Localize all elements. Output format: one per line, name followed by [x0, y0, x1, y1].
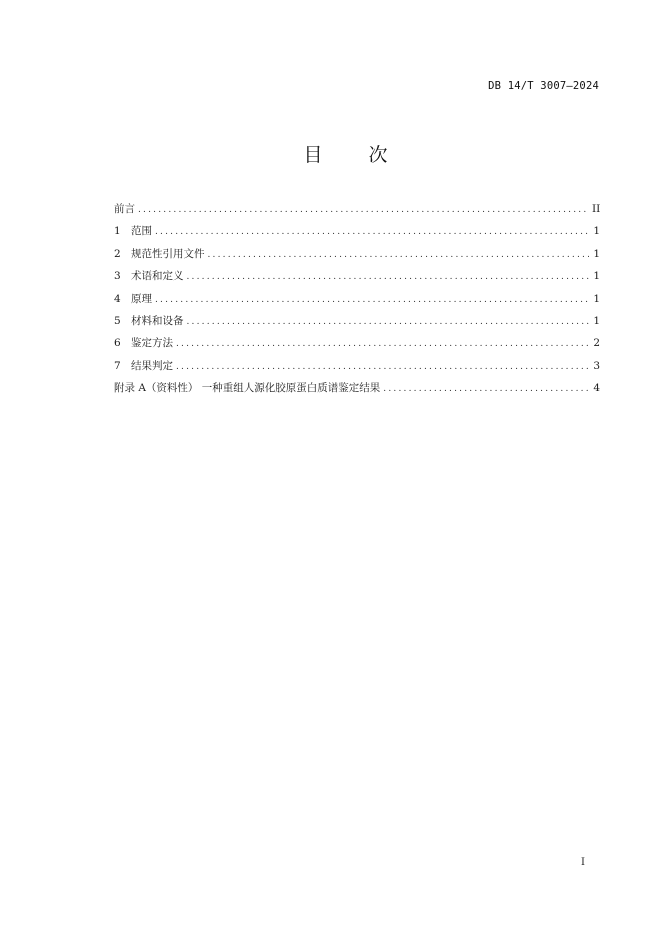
toc-entry-page: 4 [593, 382, 600, 395]
toc-entry-text: 术语和定义 [131, 270, 184, 283]
toc-title: 目 次 [303, 144, 408, 166]
dot-leader [383, 381, 589, 397]
toc-entry-label [114, 313, 184, 329]
toc-entry-label: 前言 [114, 203, 135, 215]
toc-entry-text: 原理 [131, 292, 152, 305]
toc-entry-text: 范围 [131, 225, 152, 238]
toc-entry-foreword[interactable] [114, 201, 600, 223]
toc-entry-result-determination[interactable] [114, 358, 600, 380]
toc-entry-label [114, 291, 152, 307]
toc-entry-number: 7 [114, 359, 121, 372]
toc-entry-text: 鉴定方法 [131, 337, 173, 350]
dot-leader [187, 314, 590, 330]
dot-leader [208, 247, 590, 263]
page-number: I [581, 857, 585, 868]
standard-code-header: DB 14/T 3007—2024 [488, 80, 599, 92]
toc-entry-page: 1 [593, 314, 600, 327]
toc-entry-page: 2 [593, 337, 600, 350]
toc-entry-page: 3 [593, 359, 600, 372]
dot-leader [187, 269, 590, 285]
dot-leader [176, 359, 589, 375]
toc-entry-number: 3 [114, 270, 121, 283]
dot-leader [176, 336, 589, 352]
toc-entry-identification-method[interactable] [114, 335, 600, 357]
dot-leader [155, 224, 589, 240]
toc-entry-number: 5 [114, 314, 121, 327]
toc-entry-page: II [592, 203, 601, 215]
toc-entry-label [114, 358, 173, 374]
toc-entry-terms-definitions[interactable] [114, 268, 600, 290]
toc-entry-label [114, 246, 205, 262]
toc-entry-label [114, 268, 184, 284]
toc-entry-appendix-a[interactable] [114, 380, 600, 402]
toc-entry-text: 材料和设备 [131, 314, 184, 327]
dot-leader [155, 292, 589, 308]
toc-entry-text: 结果判定 [131, 359, 173, 372]
toc-entry-page: 1 [593, 270, 600, 283]
toc-entry-normative-references[interactable] [114, 246, 600, 268]
toc-entry-number: 1 [114, 225, 121, 238]
toc-entry-label: 附录 A（资料性） 一种重组人源化胶原蛋白质谱鉴定结果 [114, 382, 381, 395]
toc-entry-label [114, 335, 173, 351]
toc-entry-materials-equipment[interactable] [114, 313, 600, 335]
toc-entry-text: 规范性引用文件 [131, 247, 205, 260]
toc-entry-page: 1 [593, 292, 600, 305]
toc-entry-scope[interactable] [114, 223, 600, 245]
toc-entry-number: 6 [114, 337, 121, 350]
dot-leader [138, 202, 589, 218]
toc-entry-principle[interactable] [114, 291, 600, 313]
toc-entry-number: 4 [114, 292, 121, 305]
toc-entry-page: 1 [593, 225, 600, 238]
toc-entry-label [114, 223, 152, 239]
table-of-contents [114, 201, 600, 403]
toc-entry-number: 2 [114, 247, 121, 260]
toc-entry-page: 1 [593, 247, 600, 260]
